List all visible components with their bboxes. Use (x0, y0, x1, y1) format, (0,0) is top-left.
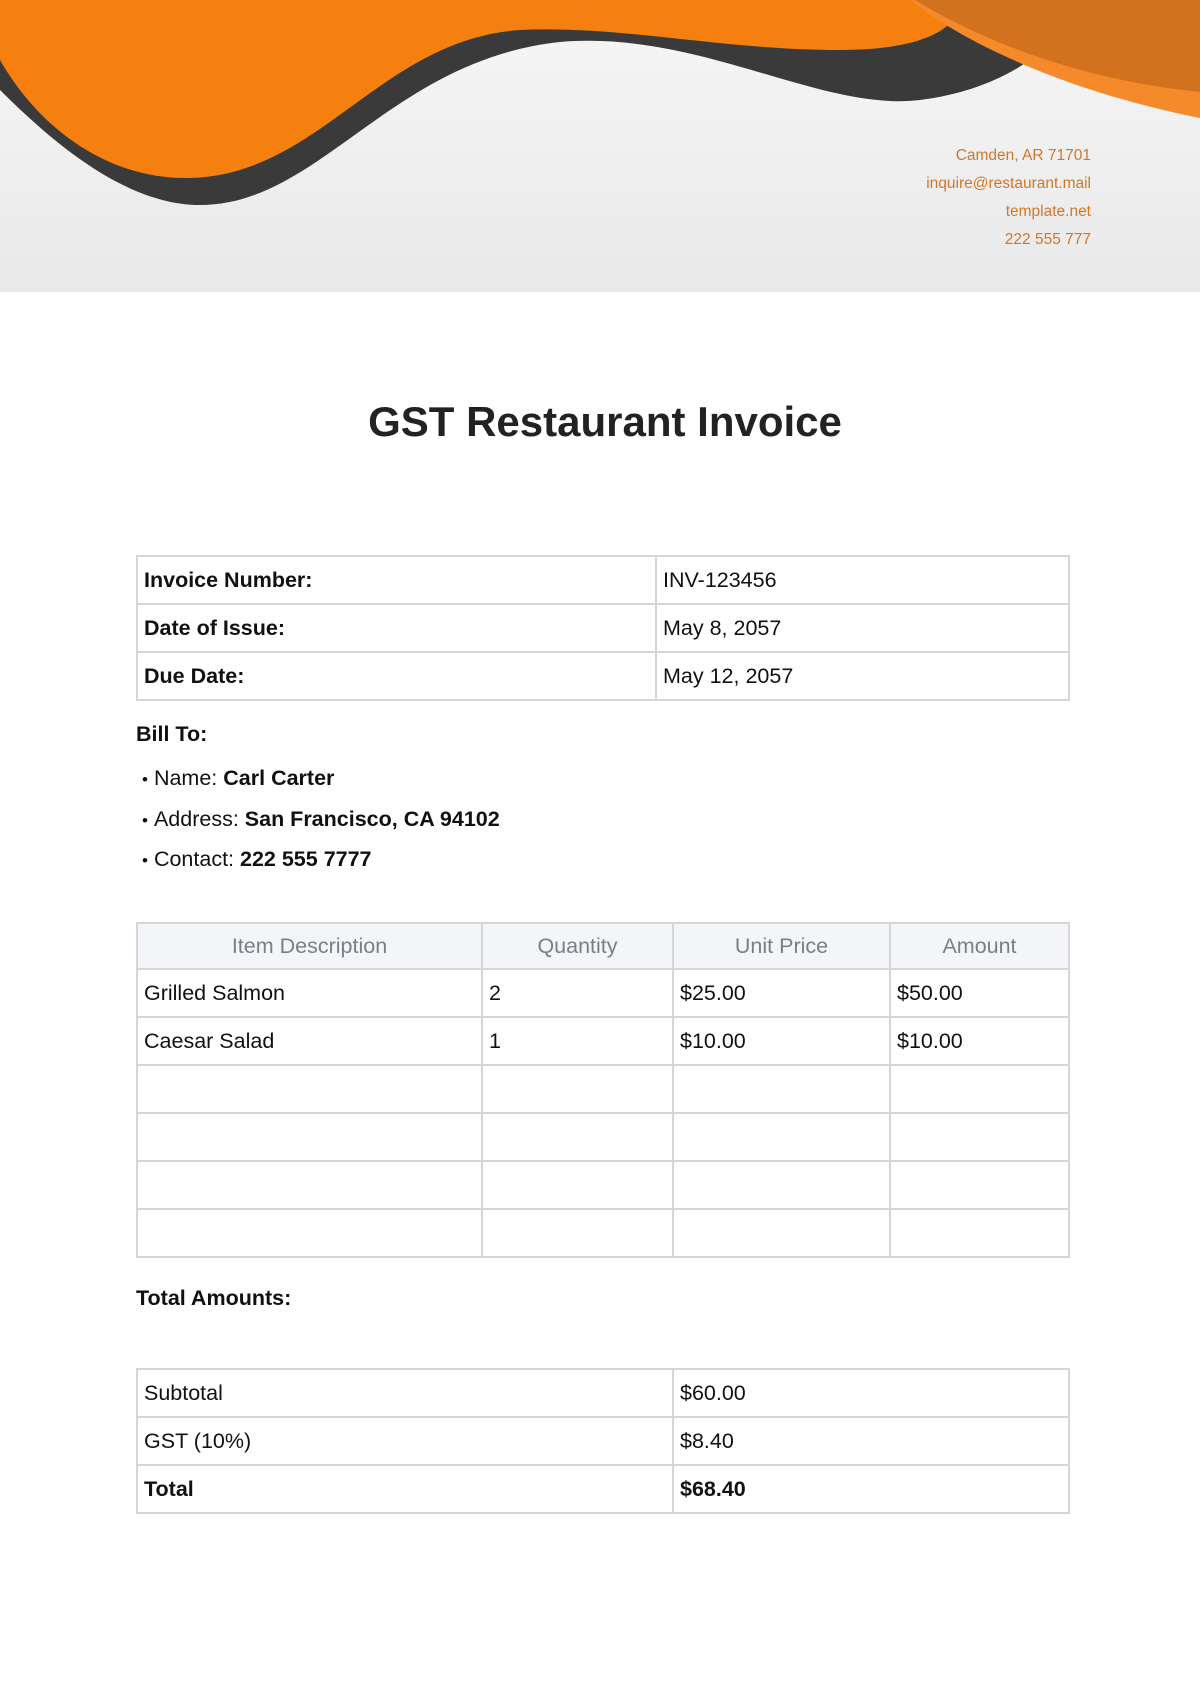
header-banner (0, 0, 1200, 292)
table-header-row (137, 923, 1069, 969)
item-quantity: 2 (482, 969, 673, 1017)
page-title: GST Restaurant Invoice (368, 398, 842, 445)
item-description (137, 1065, 482, 1113)
items-table (136, 922, 1070, 1258)
table-row (137, 1161, 1069, 1209)
contact-phone: 222 555 777 (1004, 231, 1091, 248)
item-amount: $50.00 (890, 969, 1069, 1017)
table-row (137, 556, 1069, 604)
bill-to-heading: Bill To: (136, 722, 208, 746)
invoice-info-table (136, 555, 1070, 701)
item-unit-price (673, 1209, 890, 1257)
contact-address: Camden, AR 71701 (955, 147, 1091, 164)
table-row (137, 1209, 1069, 1257)
contact-email: inquire@restaurant.mail (926, 175, 1091, 192)
item-amount (890, 1065, 1069, 1113)
item-description (137, 1209, 482, 1257)
item-quantity (482, 1113, 673, 1161)
item-unit-price: $10.00 (673, 1017, 890, 1065)
subtotal-value: $60.00 (673, 1369, 1069, 1417)
invoice-number-label: Invoice Number: (137, 556, 656, 604)
address-label: Address: (153, 806, 245, 831)
item-quantity (482, 1209, 673, 1257)
item-unit-price (673, 1065, 890, 1113)
table-row (137, 652, 1069, 700)
gst-label: GST (10%) (137, 1417, 673, 1465)
item-quantity (482, 1161, 673, 1209)
item-amount (890, 1209, 1069, 1257)
table-row (137, 604, 1069, 652)
total-amounts-heading: Total Amounts: (136, 1286, 292, 1310)
item-description: Grilled Salmon (137, 969, 482, 1017)
gst-value: $8.40 (673, 1417, 1069, 1465)
bill-to-section (136, 722, 500, 881)
list-item (142, 759, 500, 800)
contact-info (926, 142, 1091, 254)
list-item (142, 840, 500, 881)
item-description: Caesar Salad (137, 1017, 482, 1065)
column-header-description: Item Description (137, 923, 482, 969)
invoice-number-value: INV-123456 (656, 556, 1069, 604)
address-value: San Francisco, CA 94102 (244, 806, 500, 831)
due-date-value: May 12, 2057 (656, 652, 1069, 700)
totals-table (136, 1368, 1070, 1514)
item-unit-price (673, 1161, 890, 1209)
table-row (137, 969, 1069, 1017)
table-row (137, 1065, 1069, 1113)
item-description (137, 1113, 482, 1161)
contact-website: template.net (1005, 203, 1091, 220)
table-row (137, 1417, 1069, 1465)
item-unit-price (673, 1113, 890, 1161)
column-header-unit-price: Unit Price (673, 923, 890, 969)
table-row (137, 1465, 1069, 1513)
table-row (137, 1369, 1069, 1417)
item-description (137, 1161, 482, 1209)
item-unit-price: $25.00 (673, 969, 890, 1017)
table-row (137, 1017, 1069, 1065)
column-header-amount: Amount (890, 923, 1069, 969)
contact-label: Contact: (153, 847, 240, 871)
item-amount (890, 1161, 1069, 1209)
date-of-issue-value: May 8, 2057 (656, 604, 1069, 652)
subtotal-label: Subtotal (137, 1369, 673, 1417)
item-amount (890, 1113, 1069, 1161)
due-date-label: Due Date: (137, 652, 656, 700)
bill-to-list (136, 759, 500, 881)
date-of-issue-label: Date of Issue: (137, 604, 656, 652)
item-amount: $10.00 (890, 1017, 1069, 1065)
column-header-quantity: Quantity (482, 923, 673, 969)
name-label: Name: (153, 766, 224, 790)
contact-value: 222 555 7777 (240, 847, 372, 871)
item-quantity: 1 (482, 1017, 673, 1065)
table-row (137, 1113, 1069, 1161)
item-quantity (482, 1065, 673, 1113)
total-value: $68.40 (673, 1465, 1069, 1513)
name-value: Carl Carter (223, 766, 335, 790)
list-item (142, 800, 500, 841)
total-label: Total (137, 1465, 673, 1513)
